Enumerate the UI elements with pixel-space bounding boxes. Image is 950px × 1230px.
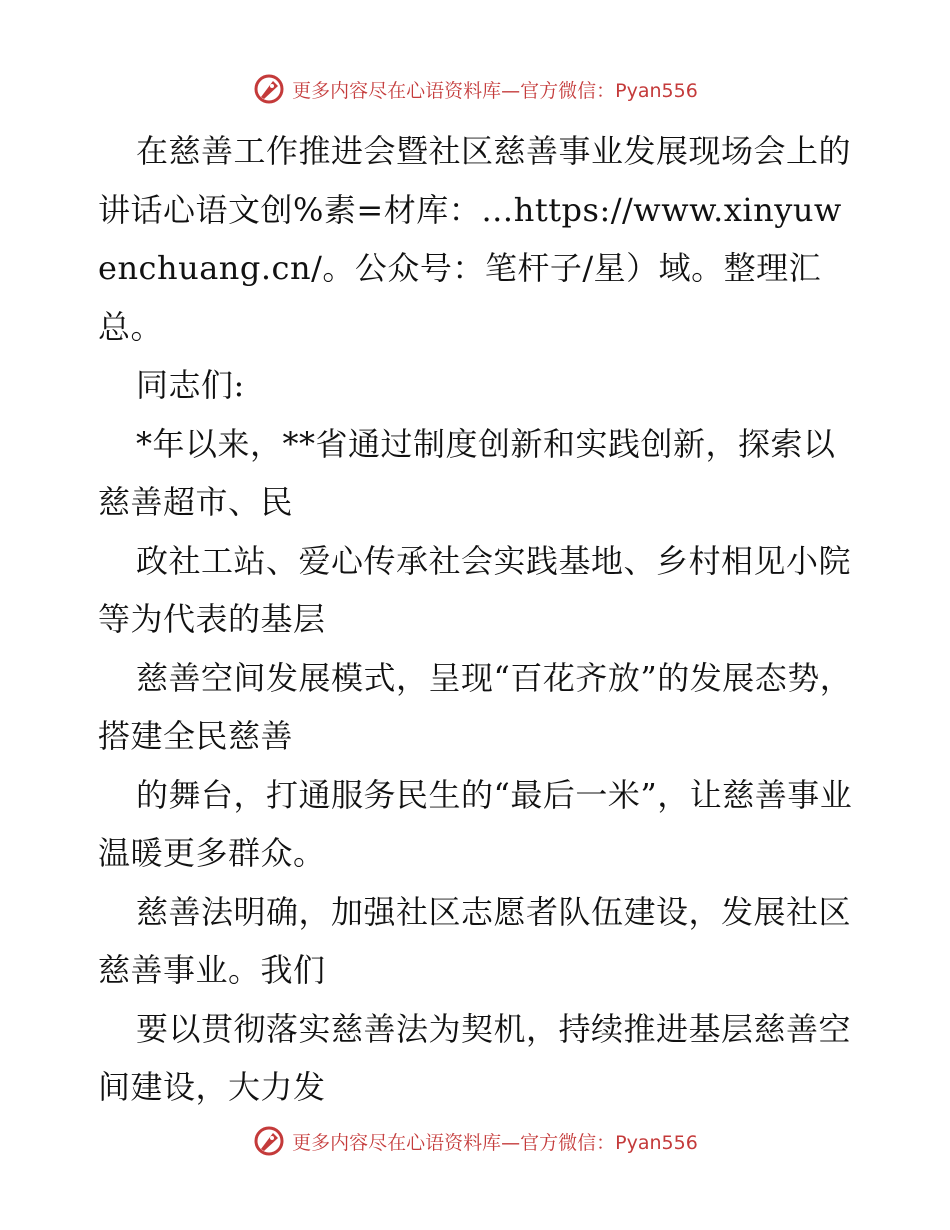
header-banner: [0, 72, 950, 106]
footer-banner-text: 更多内容尽在心语资料库—官方微信：Pyan556: [292, 1131, 698, 1154]
paragraph-salutation: 同志们:: [136, 366, 245, 404]
footer-banner: [0, 1124, 950, 1158]
pen-nib-logo-icon: [252, 72, 286, 106]
paragraph: 慈善法明确，加强社区志愿者队伍建设，发展社区慈善事业。我们: [98, 892, 852, 989]
document-body: [98, 122, 858, 1117]
paragraph-title: 在慈善工作推进会暨社区慈善事业发展现场会上的讲话心语文创%素=材库：…https://www.xinyuwenchuang.cn/。公众号：笔杆子/星）域。整理汇总。: [98, 132, 852, 346]
header-banner-text: 更多内容尽在心语资料库—官方微信：Pyan556: [292, 79, 698, 102]
paragraph: 的舞台，打通服务民生的“最后一米”，让慈善事业温暖更多群众。: [98, 775, 853, 872]
paragraph: 慈善空间发展模式，呈现“百花齐放”的发展态势，搭建全民慈善: [98, 658, 853, 755]
paragraph: 政社工站、爱心传承社会实践基地、乡村相见小院等为代表的基层: [98, 541, 852, 638]
paragraph: 要以贯彻落实慈善法为契机，持续推进基层慈善空间建设，大力发: [98, 1009, 852, 1106]
pen-nib-logo-icon: [252, 1124, 286, 1158]
paragraph: *年以来，**省通过制度创新和实践创新，探索以慈善超市、民: [98, 424, 836, 521]
